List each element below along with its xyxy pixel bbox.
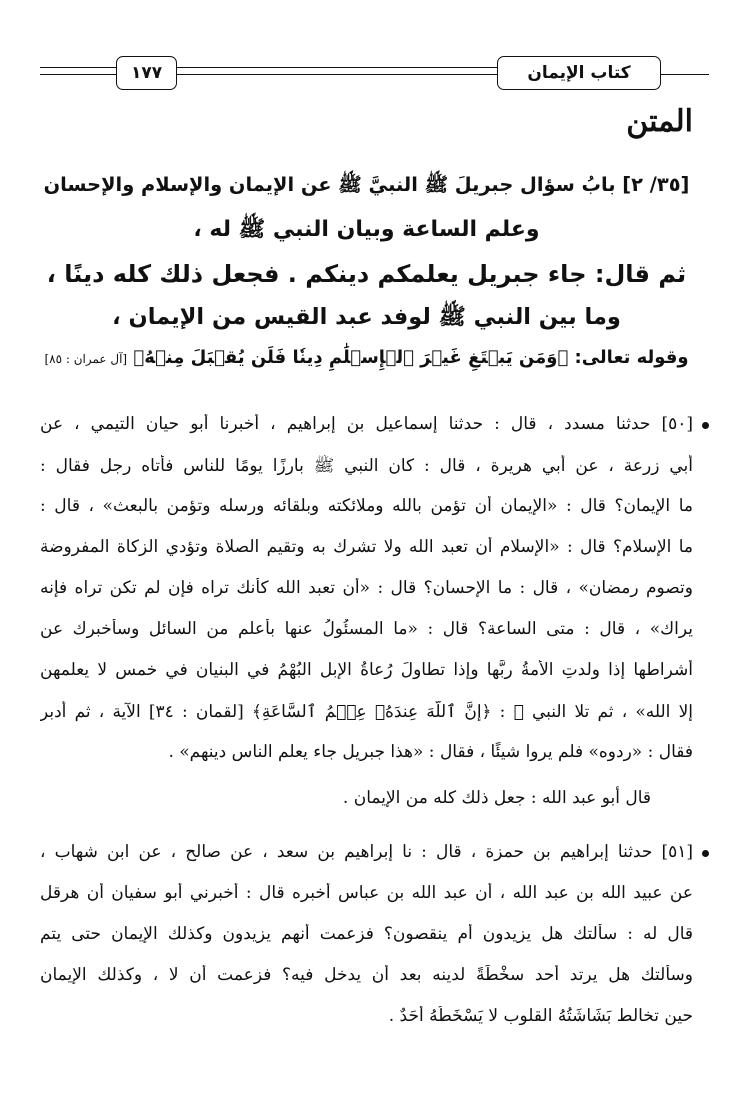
chapter-heading-line-3: ثم قال: جاء جبريل يعلمكم دينكم . فجعل ذلك كله دينًا ، — [46, 260, 687, 288]
matn-label: المتن — [626, 104, 693, 139]
verse-reference: [آل عمران : ٨٥] — [44, 352, 128, 366]
chapter-heading-line-4: وما بين النبي ﷺ لوفد عبد القيس من الإيمان ، — [112, 304, 621, 330]
hadith-50-line: ما الإيمان؟ قال : «الإيمان أن تؤمن بالله وملائكته وبلقائه ورسله وتؤمن بالبعث» ، قال : — [40, 496, 693, 516]
header-rule-mid-bottom — [177, 74, 497, 75]
hadith-50-line: أشراطها إذا ولدتِ الأمةُ ربَّها وإذا تطاولَ رُعاةُ الإبل البُهْمُ في البنيان في خمس لا يعلمهن — [40, 660, 693, 680]
hadith-50-line: إلا الله» ، ثم تلا النبي ﷺ : ﴿إِنَّ ٱللَّهَ عِندَهُۥ عِلۡمُ ٱلسَّاعَةِ﴾ [لقمان : ٣٤] الآية ، ثم أدبر — [40, 702, 693, 722]
bullet-icon — [702, 850, 709, 857]
hadith-51-line: عن عبيد الله بن عبد الله ، أن عبد الله بن عباس أخبره قال : أخبرني أبو سفيان أن هرقل — [40, 883, 693, 903]
chapter-heading-line-5 — [40, 347, 693, 368]
header-rule-left-bottom — [40, 74, 116, 75]
running-header-title: كتاب الإيمان — [497, 56, 661, 90]
header-rule-mid-top — [177, 67, 497, 68]
hadith-50-line: فقال : «ردوه» فلم يروا شيئًا ، فقال : «هذا جبريل جاء يعلم الناس دينهم» . — [168, 742, 693, 762]
hadith-50-line: [٥٠] حدثنا مسدد ، قال : حدثنا إسماعيل بن إبراهيم ، أخبرنا أبو حيان التيمي ، عن — [40, 414, 693, 434]
header-rule-left-top — [40, 67, 116, 68]
page-number: ١٧٧ — [116, 56, 177, 90]
hadith-51-line: وسألتك هل يرتد أحد سخْطَةً لدينه بعد أن يدخل فيه؟ فزعمت أن لا ، وكذلك الإيمان — [40, 965, 693, 985]
hadith-50-line: وتصوم رمضان» ، قال : ما الإحسان؟ قال : «أن تعبد الله كأنك تراه فإن لم تكن تراه فإنه — [40, 578, 693, 598]
hadith-51-line: حين تخالط بَشَاشَتُهُ القلوب لا يَسْخَطُهُ أَحَدٌ . — [388, 1006, 693, 1026]
hadith-50-line: أبي زرعة ، عن أبي هريرة ، قال : كان النبي ﷺ بارزًا يومًا للناس فأتاه رجل فقال : — [40, 456, 693, 476]
hadith-51-line: [٥١] حدثنا إبراهيم بن حمزة ، قال : نا إبراهيم بن سعد ، عن صالح ، عن ابن شهاب ، — [40, 842, 693, 862]
header-rule-right — [661, 74, 709, 75]
chapter-heading-line-2: وعلم الساعة وبيان النبي ﷺ له ، — [193, 217, 540, 242]
hadith-51-line: قال له : سألتك هل يزيدون أم ينقصون؟ فزعمت أنهم يزيدون وكذلك الإيمان حتى يتم — [40, 924, 693, 944]
quran-verse: وقوله تعالى: ﴿وَمَن يَبۡتَغِ غَيۡرَ ٱلۡإِسۡلَٰمِ دِينٗا فَلَن يُقۡبَلَ مِنۡهُ﴾ — [133, 347, 689, 368]
hadith-50-line: ما الإسلام؟ قال : «الإسلام أن تعبد الله ولا تشرك به وتقيم الصلاة وتؤدي الزكاة المفروضة — [40, 537, 693, 557]
hadith-50-line: يراك» ، قال : متى الساعة؟ قال : «ما المسئُولُ عنها بأعلم من السائل وسأخبرك عن — [40, 619, 693, 639]
bullet-icon — [702, 422, 709, 429]
chapter-heading-line-1: [٣٥/ ٢] بابُ سؤال جبريلَ ﷺ النبيَّ ﷺ عن الإيمان والإسلام والإحسان — [43, 173, 690, 196]
author-note: قال أبو عبد الله : جعل ذلك كله من الإيمان . — [342, 788, 651, 808]
